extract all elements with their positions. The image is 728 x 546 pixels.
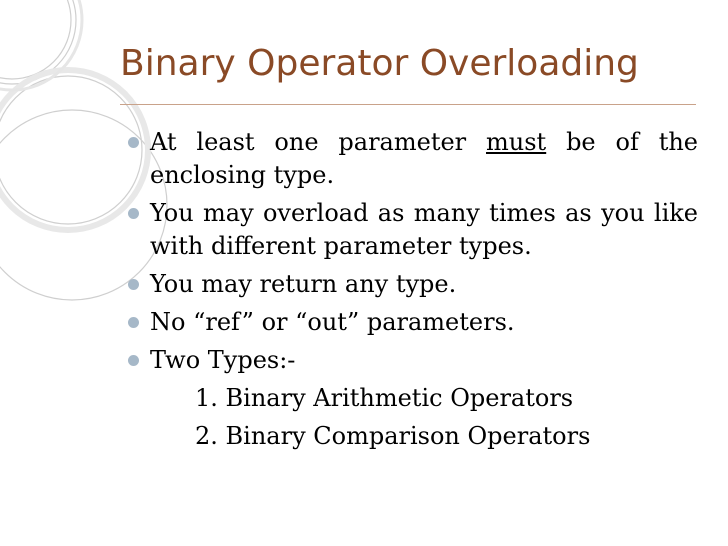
bullet-text: You may return any type. <box>150 270 457 298</box>
bullet-item <box>128 197 698 263</box>
bullet-dot-icon <box>128 208 139 219</box>
sub-item: 1. Binary Arithmetic Operators <box>195 384 574 412</box>
bullet-item <box>128 306 698 339</box>
slide-title: Binary Operator Overloading <box>120 43 639 84</box>
bullet-item <box>128 344 698 377</box>
sub-item: 2. Binary Comparison Operators <box>195 422 591 450</box>
bullet-dot-icon <box>128 137 139 148</box>
bullet-text: At least one parameter <box>150 128 487 156</box>
bullet-dot-icon <box>128 317 139 328</box>
bullet-dot-icon <box>128 279 139 290</box>
bullet-item <box>128 126 698 192</box>
bullet-item <box>128 268 698 301</box>
bullet-dot-icon <box>128 355 139 366</box>
bullet-text: Two Types:- <box>150 346 296 374</box>
emphasis-text: must <box>486 128 547 156</box>
title-divider <box>120 104 696 105</box>
bullet-list <box>128 126 698 458</box>
bullet-text: be of the enclosing type. <box>150 128 699 189</box>
bullet-text: No “ref” or “out” parameters. <box>150 308 515 336</box>
bullet-text: You may overload as many times as you like with different parameter types. <box>150 199 698 260</box>
